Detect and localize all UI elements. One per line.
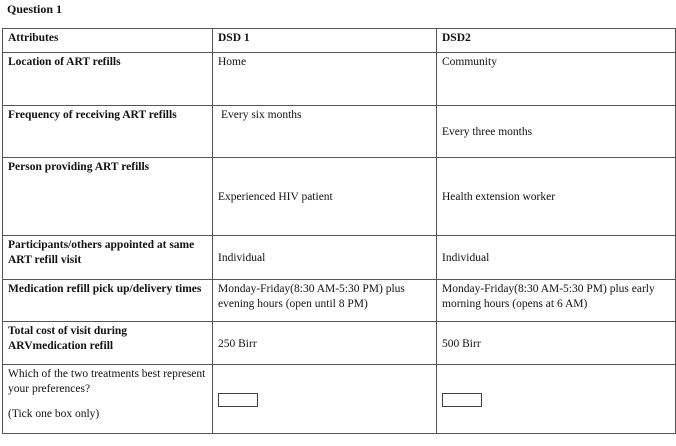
dsd1-value: Every six months [221, 109, 302, 121]
attribute-cell: Frequency of receiving ART refills [3, 106, 213, 158]
preference-question-cell [3, 365, 213, 434]
table-row [3, 106, 676, 158]
dsd1-cell [213, 106, 437, 158]
dsd2-cell: Monday-Friday(8:30 AM-5:30 PM) plus early morning hours (opens at 6 AM) [437, 280, 676, 322]
question-title: Question 1 [7, 2, 63, 16]
dsd1-cell: 250 Birr [213, 322, 437, 365]
dsd1-cell: Home [213, 53, 437, 106]
table-row [3, 280, 676, 322]
dsd2-tick-cell [437, 365, 676, 434]
attribute-cell: Participants/others appointed at same ART refill visit [3, 236, 213, 280]
dsd1-cell: Monday-Friday(8:30 AM-5:30 PM) plus evening hours (open until 8 PM) [213, 280, 437, 322]
table-row [3, 236, 676, 280]
dsd2-cell: Community [437, 53, 676, 106]
table-row [3, 53, 676, 106]
dsd2-cell: Individual [437, 236, 676, 280]
dsd1-tick-cell [213, 365, 437, 434]
dsd-choice-table [2, 28, 676, 434]
attribute-cell: Location of ART refills [3, 53, 213, 106]
header-dsd1: DSD 1 [213, 29, 437, 53]
attribute-cell: Total cost of visit during ARVmedication refill [3, 322, 213, 365]
preference-question: Which of the two treatments best represent your preferences? [8, 368, 206, 395]
header-attributes: Attributes [3, 29, 213, 53]
dsd2-cell: Health extension worker [437, 158, 676, 236]
attribute-cell: Medication refill pick up/delivery times [3, 280, 213, 322]
table-row [3, 158, 676, 236]
attribute-cell: Person providing ART refills [3, 158, 213, 236]
table-row [3, 322, 676, 365]
header-dsd2: DSD2 [437, 29, 676, 53]
dsd2-tick-box[interactable] [442, 393, 482, 407]
preference-note: (Tick one box only) [8, 407, 100, 420]
dsd2-cell: 500 Birr [437, 322, 676, 365]
dsd1-tick-box[interactable] [218, 393, 258, 407]
dsd1-cell: Experienced HIV patient [213, 158, 437, 236]
dsd2-cell: Every three months [437, 106, 676, 158]
dsd1-cell: Individual [213, 236, 437, 280]
preference-row [3, 365, 676, 434]
table-header-row [3, 29, 676, 53]
